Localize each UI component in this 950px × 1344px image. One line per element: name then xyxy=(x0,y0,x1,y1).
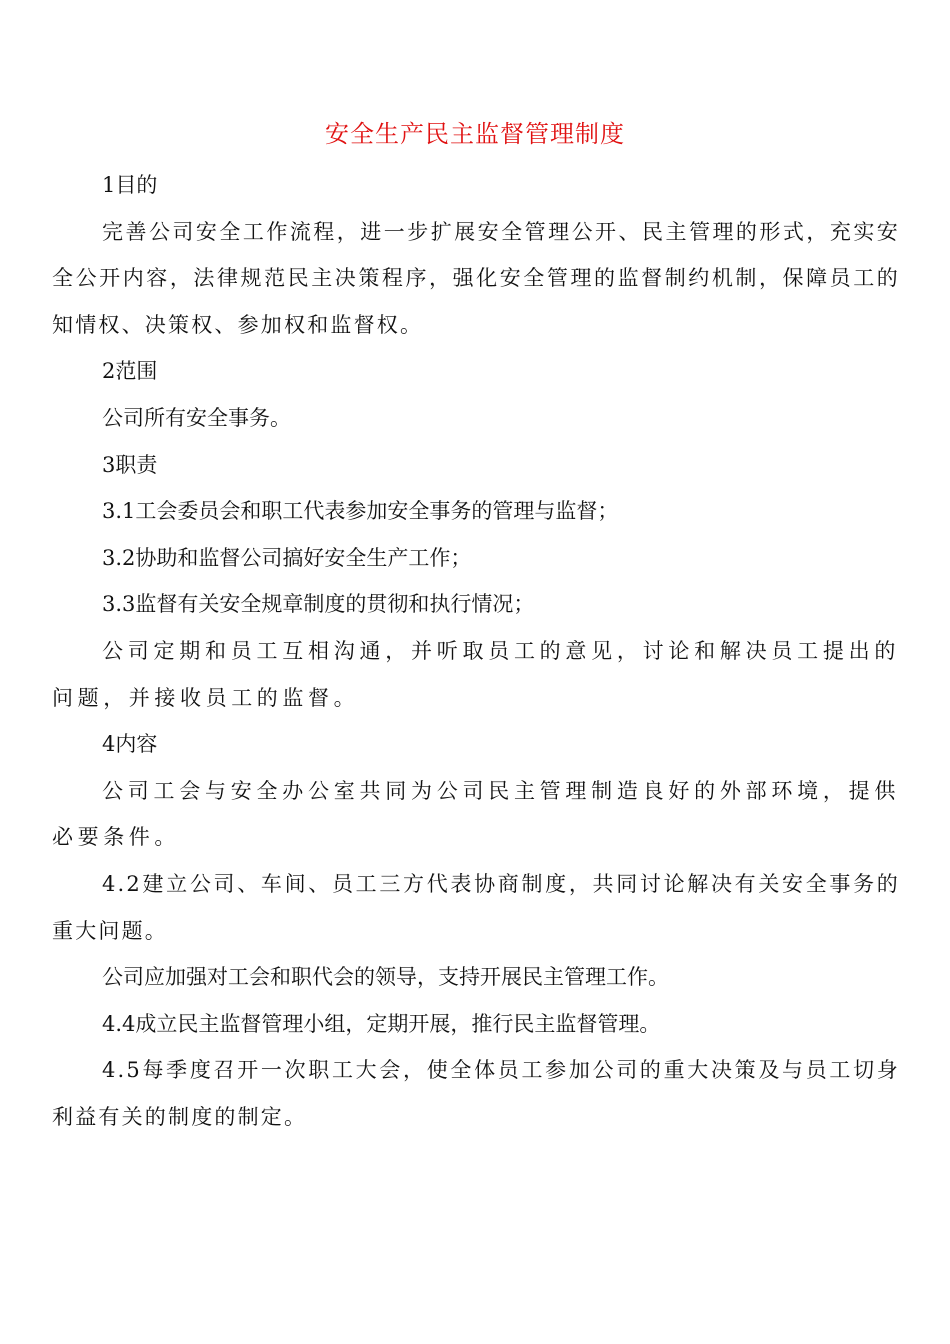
section-heading-duties: 3职责 xyxy=(102,452,158,477)
paragraph-content-4-4: 4.4成立民主监督管理小组，定期开展，推行民主监督管理。 xyxy=(102,1011,661,1036)
section-heading-scope: 2范围 xyxy=(102,359,158,384)
paragraph-content-leadership: 公司应加强对工会和职代会的领导，支持开展民主管理工作。 xyxy=(102,965,669,990)
section-heading-purpose: 1目的 xyxy=(102,173,158,197)
document-body xyxy=(52,162,900,1140)
paragraph-duty-3-3: 3.3监督有关安全规章制度的贯彻和执行情况； xyxy=(102,592,535,617)
paragraph-content-4-2: 4.2建立公司、车间、员工三方代表协商制度，共同讨论解决有关安全事务的重大问题。 xyxy=(52,871,900,943)
paragraph-content-4-5: 4.5每季度召开一次职工大会，使全体员工参加公司的重大决策及与员工切身利益有关的制度的制定。 xyxy=(52,1058,900,1129)
section-heading-content: 4内容 xyxy=(102,732,158,757)
paragraph-purpose: 完善公司安全工作流程，进一步扩展安全管理公开、民主管理的形式，充实安全公开内容，法律规范民主决策程序，强化安全管理的监督制约机制，保障员工的知情权、决策权、参加权和监督权。 xyxy=(52,219,900,337)
paragraph-scope: 公司所有安全事务。 xyxy=(102,405,291,430)
paragraph-duty-3-2: 3.2协助和监督公司搞好安全生产工作； xyxy=(102,545,472,570)
paragraph-duty-communication: 公司定期和员工互相沟通，并听取员工的意见，讨论和解决员工提出的问题，并接收员工的监督。 xyxy=(52,638,900,710)
paragraph-duty-3-1: 3.1工会委员会和职工代表参加安全事务的管理与监督； xyxy=(102,499,619,524)
paragraph-content-environment: 公司工会与安全办公室共同为公司民主管理制造良好的外部环境，提供必要条件。 xyxy=(52,778,900,850)
document-title: 安全生产民主监督管理制度 xyxy=(325,120,625,148)
